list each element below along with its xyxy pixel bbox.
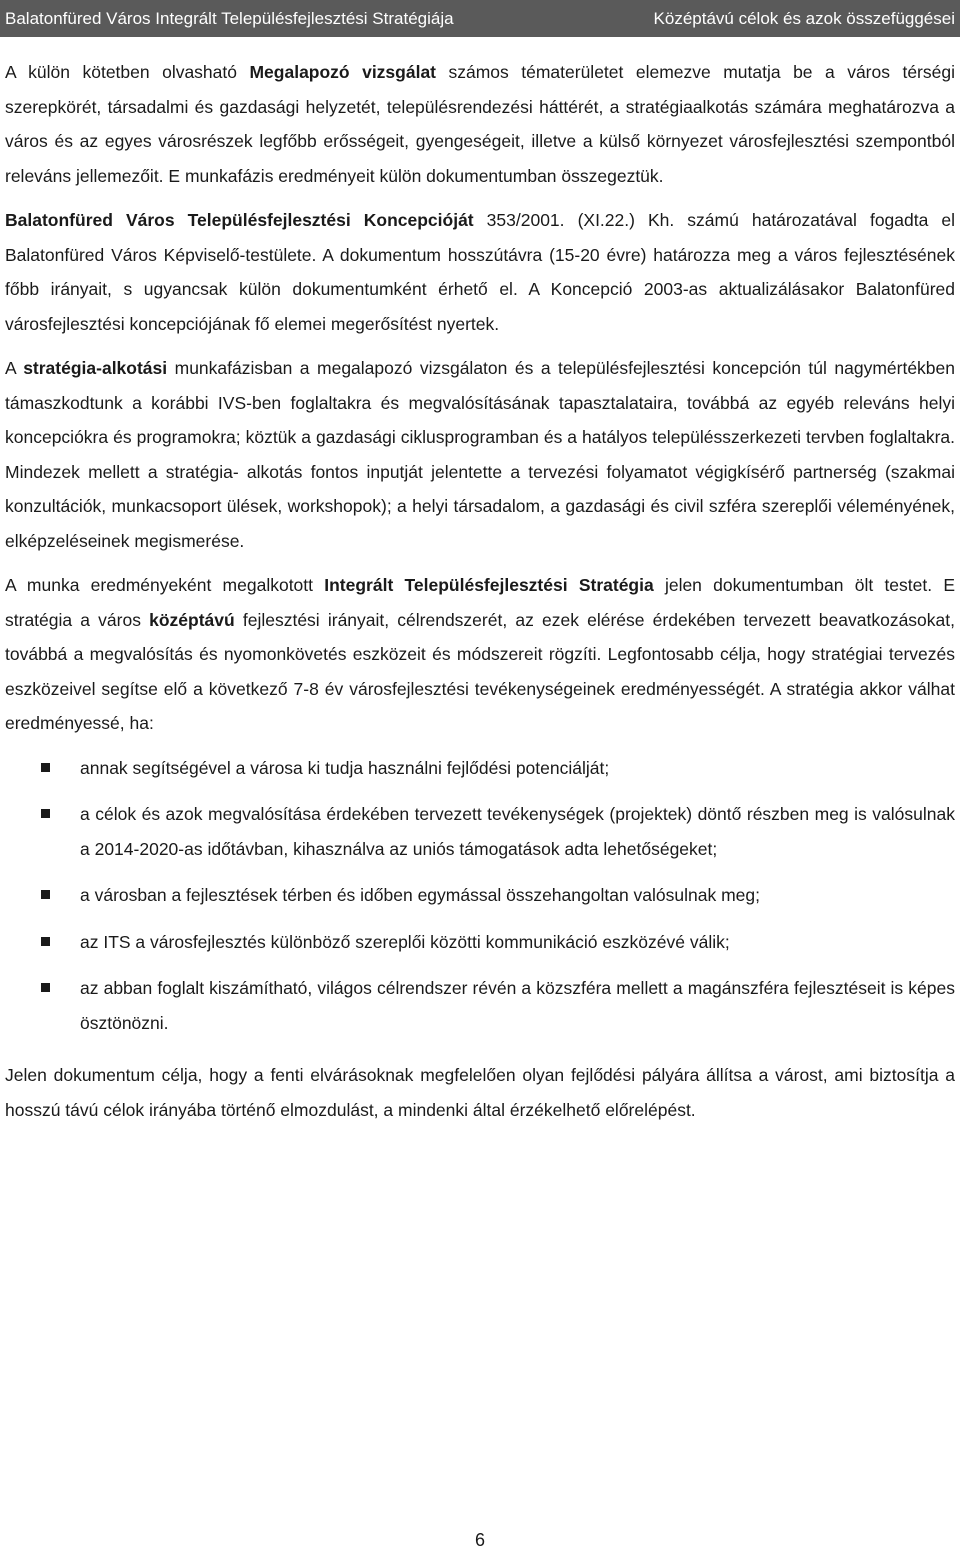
paragraph-document-goal: Jelen dokumentum célja, hogy a fenti elvárásoknak megfelelően olyan fejlődési pályára állítsa a várost, ami biztosítja a hosszú távú célok irányába történő elmozdulást, a mindenki által érzékelhető előrelépést. bbox=[5, 1065, 955, 1120]
square-bullet-icon bbox=[41, 890, 50, 899]
p3-bold-1: stratégia-alkotási bbox=[23, 358, 168, 378]
p1-text-2: számos tématerületet elemezve mutatja be a város térségi szerepkörét, társadalmi és gazdasági helyzetét, településrendezési háttérét, a stratégiaalkotás számára meghatározva a város és az egyes városrészek legfőbb erősségeit, gyengeségeit, illetve a külső környezet városfejlesztési szempontból releváns jellemezőit. E munkafázis eredményeit külön dokumentumban összegeztük. bbox=[5, 62, 955, 186]
list-item bbox=[5, 925, 955, 960]
paragraph-megalapozo-vizsgalat bbox=[5, 55, 955, 193]
document-body bbox=[5, 55, 955, 1137]
list-item bbox=[5, 751, 955, 786]
p4-bold-2: középtávú bbox=[149, 609, 235, 630]
list-item-text: a városban a fejlesztések térben és időben egymással összehangoltan valósulnak meg; bbox=[80, 885, 760, 905]
p3-text-2: munkafázisban a megalapozó vizsgálaton és a településfejlesztési koncepción túl nagymértékben támaszkodtunk a korábbi IVS-ben foglaltakra és megvalósításának tapasztalataira, továbbá az egyéb releváns helyi koncepciókra és programokra; köztük a gazdasági ciklusprogramban és a hatályos településszerkezeti tervben foglaltakra. Mindezek mellett a stratégia- alkotás fontos inputját jelentette a tervezési folyamatot végigkísérő partnerség (szakmai konzultációk, munkacsoport ülések, workshopok); a helyi társadalom, a gazdasági és civil szféra szereplői véleményének, elképzeléseinek megismerése. bbox=[5, 358, 955, 551]
p3-text-1: A bbox=[5, 358, 24, 378]
list-item-text: az abban foglalt kiszámítható, világos célrendszer révén a közszféra mellett a magánszféra fejlesztéseit is képes ösztönözni. bbox=[80, 978, 955, 1033]
header-document-title: Balatonfüred Város Integrált Településfejlesztési Stratégiája bbox=[5, 8, 454, 28]
page-header bbox=[0, 0, 960, 37]
page-number: 6 bbox=[474, 1530, 485, 1550]
list-item-text: a célok és azok megvalósítása érdekében tervezett tevékenységek (projektek) döntő részben meg is valósulnak a 2014-2020-as időtávban, kihasználva az uniós támogatások adta lehetőségeket; bbox=[80, 804, 955, 859]
p4-text-3: fejlesztési irányait, célrendszerét, az ezek elérése érdekében tervezett beavatkozásokat, továbbá a megvalósítás és nyomonkövetés eszközeit és módszereit rögzíti. Legfontosabb célja, hogy stratégiai tervezés eszközeivel segítse elő a következő 7-8 év városfejlesztési tevékenységeinek eredményességét. A stratégia akkor válhat eredményessé, ha: bbox=[5, 609, 955, 733]
square-bullet-icon bbox=[41, 809, 50, 818]
p4-text-1: A munka eredményeként megalkotott bbox=[5, 575, 325, 595]
success-conditions-list bbox=[5, 751, 955, 1041]
square-bullet-icon bbox=[41, 763, 50, 772]
square-bullet-icon bbox=[41, 937, 50, 946]
paragraph-its bbox=[5, 568, 955, 741]
p1-text-1: A külön kötetben olvasható bbox=[5, 62, 250, 82]
p4-text-2: jelen dokumentumban ölt testet. E stratégia a város bbox=[5, 575, 956, 630]
p2-bold-1: Balatonfüred Város Településfejlesztési Koncepcióját bbox=[5, 210, 474, 230]
list-item bbox=[5, 797, 955, 866]
list-item-text: annak segítségével a városa ki tudja használni fejlődési potenciálját; bbox=[80, 757, 610, 778]
header-section-title: Középtávú célok és azok összefüggései bbox=[653, 8, 955, 28]
list-item bbox=[5, 878, 955, 913]
paragraph-koncepcio bbox=[5, 203, 955, 341]
p2-text-1: 353/2001. (XI.22.) Kh. számú határozatával fogadta el Balatonfüred Város Képviselő-testülete. A dokumentum hosszútávra (15-20 évre) határozza meg a város fejlesztésének főbb irányait, s ugyancsak külön dokumentumként érhető el. A Koncepció 2003-as aktualizálásakor Balatonfüred városfejlesztési koncepciójának fő elemei megerősítést nyertek. bbox=[5, 210, 956, 334]
list-item bbox=[5, 971, 955, 1040]
list-item-text: az ITS a városfejlesztés különböző szereplői közötti kommunikáció eszközévé válik; bbox=[80, 931, 730, 952]
square-bullet-icon bbox=[41, 983, 50, 992]
p1-bold-1: Megalapozó vizsgálat bbox=[249, 62, 437, 82]
p4-bold-1: Integrált Településfejlesztési Stratégia bbox=[324, 575, 654, 595]
paragraph-strategia-alkotas bbox=[5, 351, 955, 558]
